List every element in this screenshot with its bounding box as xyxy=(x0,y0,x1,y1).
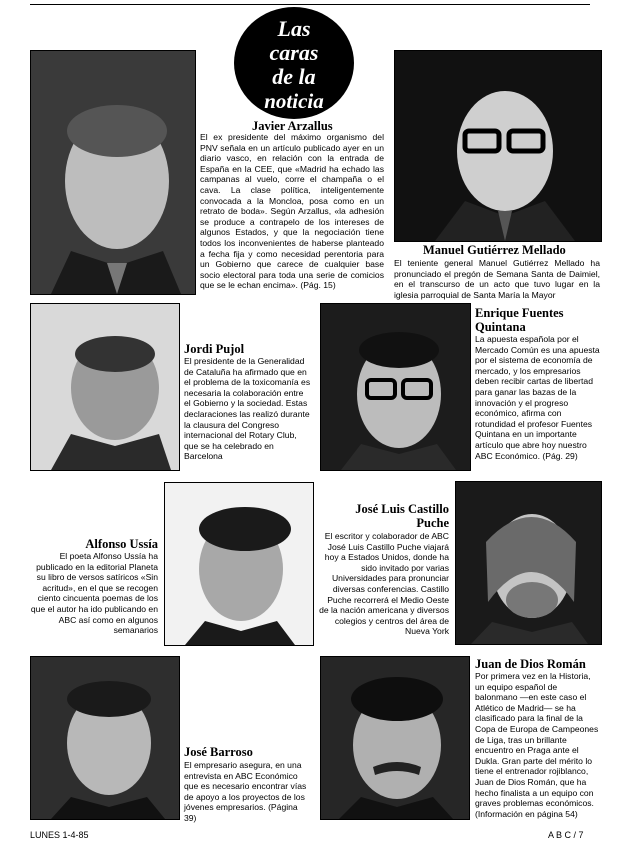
logo-line-4: noticia xyxy=(264,89,324,113)
logo-line-1: Las xyxy=(277,16,311,41)
name-castillo-puche: José Luis Castillo Puche xyxy=(355,502,449,530)
name-ussia: Alfonso Ussía xyxy=(85,537,158,551)
name-gutierrez-mellado: Manuel Gutiérrez Mellado xyxy=(423,243,566,257)
name-juan-de-dios-roman: Juan de Dios Román xyxy=(475,657,586,671)
photo-juan-de-dios-roman xyxy=(320,656,470,820)
name-barroso: José Barroso xyxy=(184,745,253,759)
photo-fuentes-quintana xyxy=(320,303,471,471)
photo-gutierrez-mellado xyxy=(394,50,602,242)
photo-castillo-puche xyxy=(455,481,602,645)
photo-barroso xyxy=(30,656,180,820)
text-juan-de-dios-roman: Por primera vez en la Historia, un equipo español de balonmano —en este caso el Atlético de Madrid— se ha clasificado para la final de la Copa de Europa de Campeones de Liga, tras un brillante encuentro en Praga ante el Dukla. Gran parte del mérito lo tiene el entrenador rojiblanco, Juan de Dios Román, que ha hecho finalista a un equipo con graves problemas económicos. (Información en página 54) xyxy=(475,671,599,819)
text-fuentes-quintana: La apuesta española por el Mercado Común es una apuesta por el sistema de economía de mercado, y los empresarios deben recibir cartas de libertad para ganar las bazas de la innovación y el progreso económico, afirma con rotundidad el profesor Fuentes Quintana en un importante artículo que abre hoy nuestro ABC Económico. (Pág. 29) xyxy=(475,334,600,461)
top-rule xyxy=(30,4,590,5)
text-barroso: El empresario asegura, en una entrevista en ABC Económico que es necesario encontrar vías de apoyo a los proyectos de los jóvenes empresarios. (Página 39) xyxy=(184,760,307,823)
name-arzallus: Javier Arzallus xyxy=(252,119,333,133)
text-castillo-puche: El escritor y colaborador de ABC José Luis Castillo Puche viajará hoy a Estados Unidos, donde ha sido invitado por varias Universidades para pronunciar diversas conferencias. Castillo Puche recorrerá el Medio Oeste de la nación americana y diversos colegios y centros del área de Nueva York xyxy=(319,531,449,637)
footer-date: LUNES 1-4-85 xyxy=(30,830,89,840)
photo-ussia xyxy=(164,482,314,646)
text-ussia: El poeta Alfonso Ussía ha publicado en la editorial Planeta su libro de versos satíricos «Sin acritud», en el que se recogen ciento cincuenta poemas de los que el autor ha ido publicando en ABC así como en algunos semanarios xyxy=(30,551,158,636)
photo-pujol xyxy=(30,303,180,471)
photo-arzallus xyxy=(30,50,196,295)
logo-line-2: caras xyxy=(269,40,319,65)
text-arzallus: El ex presidente del máximo organismo del PNV señala en un artículo publicado ayer en un diario vasco, en relación con la entrada de España en la CEE, que «Madrid ha echado las campanas al vuelo, corre el champaña o el cava. La clase política, inteligentemente convocada a la Moncloa, posa como en un retrato de boda». Según Arzallus, «la adhesión se produce a contrapelo de los intereses de algunos Estados, y que la negociación tiene todos los inconvenientes de haberse planteado a fecha fija y como necesidad perentoria para un Gobierno que carece de cualquier base socio electoral para toda una serie de comicios que se le echan encima». (Pág. 15) xyxy=(200,132,384,291)
name-fuentes-quintana: Enrique Fuentes Quintana xyxy=(475,306,564,334)
section-logo xyxy=(233,6,355,120)
logo-line-3: de la xyxy=(272,64,316,89)
name-pujol: Jordi Pujol xyxy=(184,342,245,356)
text-gutierrez-mellado: El teniente general Manuel Gutiérrez Mellado ha pronunciado el pregón de Semana Santa de Daimiel, en el transcurso de un acto que tuvo lugar en la iglesia parroquial de Santa María la Mayor xyxy=(394,258,600,300)
text-pujol: El presidente de la Generalidad de Cataluña ha afirmado que en el problema de la toxicomanía es necesaria la colaboración entre el Gobierno y la sociedad. Estas declaraciones las realizó durante la clausura del Congreso internacional del Rotary Club, que se ha celebrado en Barcelona xyxy=(184,356,311,462)
footer-page: A B C / 7 xyxy=(548,830,584,840)
